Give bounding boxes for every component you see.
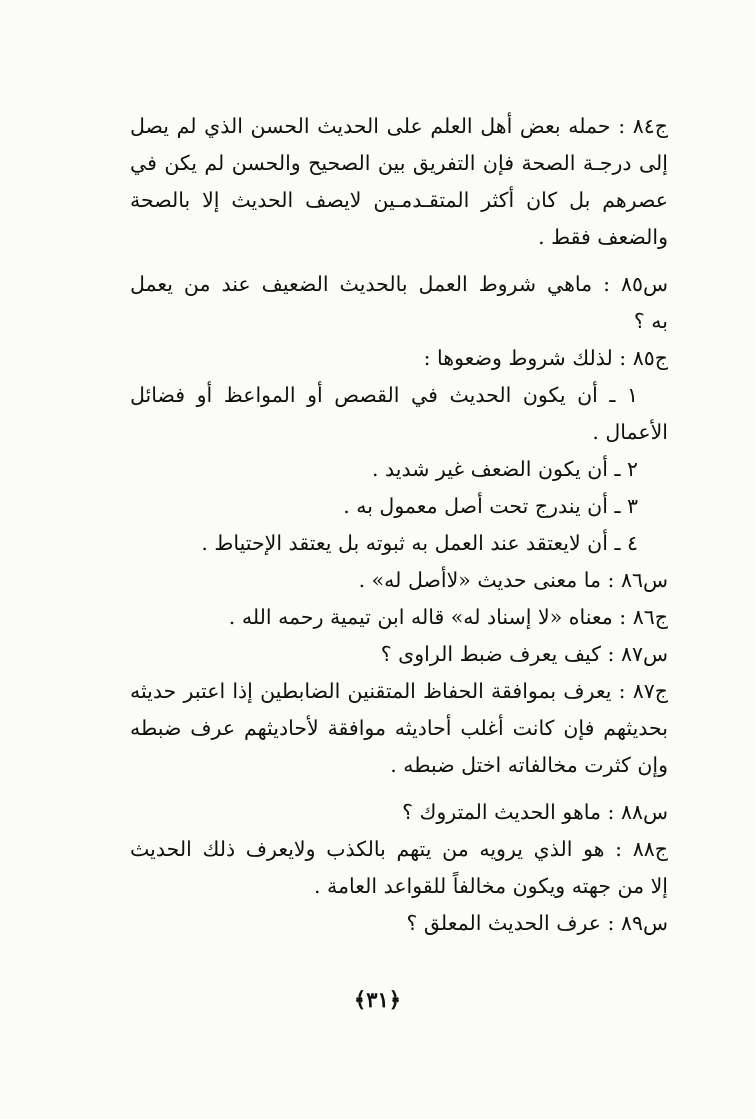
question-86 — [130, 562, 668, 599]
text-line: ج٨٨ : هو الذي يرويه من يتهم بالكذب ولايعرف ذلك الحديث — [130, 837, 668, 861]
list-item: ٣ ـ أن يندرج تحت أصل معمول به . — [343, 494, 638, 518]
answer-86 — [130, 599, 668, 636]
question-87 — [130, 636, 668, 673]
text-line: عصرهم بل كان أكثر المتقـدمـين لايصف الحديث إلا بالصحة — [130, 188, 668, 212]
text-line: ج٨٤ : حمله بعض أهل العلم على الحديث الحسن الذي لم يصل — [130, 114, 668, 138]
text-line: به ؟ — [633, 309, 668, 333]
list-item: ٤ ـ أن لايعتقد عند العمل به ثبوته بل يعتقد الإحتياط . — [201, 531, 638, 555]
text-line: ج٨٥ : لذلك شروط وضعوها : — [423, 346, 668, 370]
list-item: ٢ ـ أن يكون الضعف غير شديد . — [371, 457, 638, 481]
text-line: س٨٦ : ما معنى حديث «لاأصل له» . — [358, 568, 668, 592]
question-89 — [130, 905, 668, 942]
text-line: س٨٨ : ماهو الحديث المتروك ؟ — [402, 800, 668, 824]
text-line: ج٨٧ : يعرف بموافقة الحفاظ المتقنين الضابطين إذا اعتبر حديثه — [130, 679, 668, 703]
text-line: بحديثهم فإن كانت أغلب أحاديثه موافقة لأحاديثهم عرف ضبطه — [130, 716, 668, 740]
text-line: ج٨٦ : معناه «لا إسناد له» قاله ابن تيمية رحمه الله . — [228, 605, 668, 629]
page-body — [130, 108, 668, 942]
question-88 — [130, 794, 668, 831]
question-85 — [130, 266, 668, 340]
text-line: وإن كثرت مخالفاته اختل ضبطه . — [390, 753, 668, 777]
text-line: والضعف فقط . — [538, 225, 668, 249]
text-line: إلا من جهته ويكون مخالفاً للقواعد العامة . — [313, 874, 668, 898]
text-line: س٨٩ : عرف الحديث المعلق ؟ — [406, 911, 668, 935]
text-line: س٨٧ : كيف يعرف ضبط الراوى ؟ — [380, 642, 668, 666]
answer-87 — [130, 673, 668, 784]
list-item: ١ ـ أن يكون الحديث في القصص أو المواعظ أو فضائل — [130, 383, 638, 407]
page-number: ﴿٣١﴾ — [353, 987, 402, 1012]
text-line: الأعمال . — [592, 420, 668, 444]
answer-88 — [130, 831, 668, 905]
text-line: س٨٥ : ماهي شروط العمل بالحديث الضعيف عند من يعمل — [130, 272, 668, 296]
answer-85 — [130, 340, 668, 562]
answer-84 — [130, 108, 668, 256]
text-line: إلى درجـة الصحة فإن التفريق بين الصحيح والحسن لم يكن في — [130, 151, 668, 175]
